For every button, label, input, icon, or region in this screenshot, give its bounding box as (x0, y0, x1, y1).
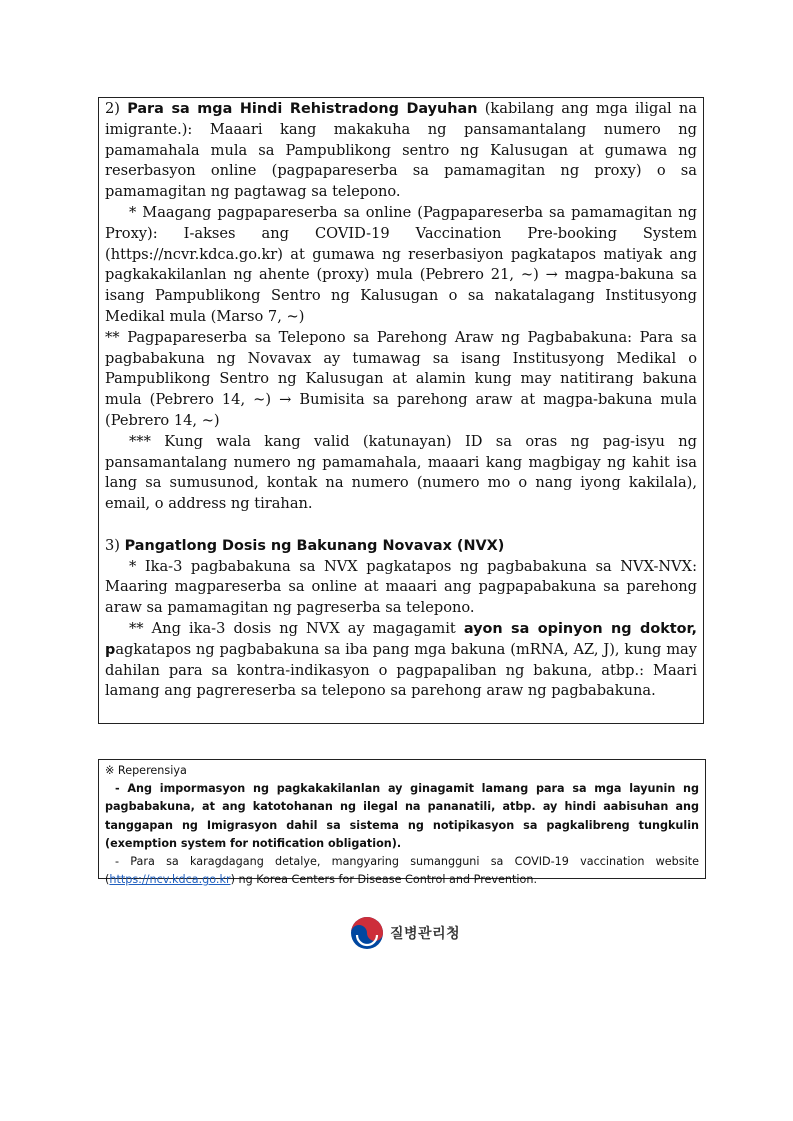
section-2-intro (105, 99, 697, 203)
reference-item-2-text: - Para sa karagdagang detalye, mangyaring sumangguni sa COVID-19 vaccination website ( (105, 855, 699, 887)
kdca-website-link[interactable]: https://ncv.kdca.go.kr (109, 873, 231, 887)
section-2-heading: Para sa mga Hindi Rehistradong Dayuhan (127, 101, 478, 117)
kdca-logo (350, 915, 470, 951)
section-2-note-2: ** Pagpapareserba sa Telepono sa Parehong Araw ng Pagbabakuna: Para sa pagbabakuna ng Novavax ay tumawag sa isang Institusyong Medikal o Pampublikong Sentro ng Kalusugan at alamin kung may natitirang bakuna mula (Pebrero 14, ~) → Bumisita sa parehong araw at magpa-bakuna mula (Pebrero 14, ~) (105, 328, 697, 429)
section-2-intro-text: (kabilang ang mga iligal na imigrante.): Maaari kang makakuha ng pansamantalang numero ng pamamahala mula sa Pampublikong sentro ng Kalusugan at gumawa ng reserbasyon online (pagpapareserba sa pamamagitan ng proxy) o sa pamamagitan ng pagtawag sa telepono. (105, 100, 698, 201)
reference-item-1-text: - Ang impormasyon ng pagkakakilanlan ay ginagamit lamang para sa mga layunin ng pagbabakuna, at ang katotohanan ng ilegal na pananatili, atbp. ay hindi aabisuhan ang tanggapan ng Imigrasyon dahil sa sistema ng notipikasyon sa pagkalibreng tungkulin (exemption system for notification obligation). (105, 782, 699, 850)
section-2-note-1: * Maagang pagpapareserba sa online (Pagpapareserba sa pamamagitan ng Proxy): I-akses ang COVID-19 Vaccination Pre-booking System (https://ncvr.kdca.go.kr) at gumawa ng reserbasiyon pagkatapos matiyak ang pagkakakilanlan ng ahente (proxy) mula (Pebrero 21, ~) → magpa-bakuna sa isang Pampublikong Sentro ng Kalusugan o sa nakatalagang Institusyong Medikal mula (Marso 7, ~) (105, 203, 697, 325)
main-content-box (98, 97, 704, 724)
kdca-logo-text: 질병관리청 (390, 926, 461, 942)
section-3-heading-line (105, 536, 697, 557)
taegeuk-emblem-icon (350, 916, 384, 950)
reference-item-1 (105, 780, 699, 853)
spacer (105, 515, 697, 536)
section-3-note-1: * Ika-3 pagbabakuna sa NVX pagkatapos ng pagbabakuna sa NVX-NVX: Maaring magpareserba sa online at maaari ang pagpapabakuna sa parehong araw sa pamamagitan ng pagreserba sa telepono. (105, 557, 697, 617)
section-3-number: 3) (105, 536, 125, 554)
section-3-note-2-rest: agkatapos ng pagbabakuna sa iba pang mga bakuna (mRNA, AZ, J), kung may dahilan para sa kontra-indikasyon o pagpapaliban ng bakuna, atbp.: Maari lamang ang pagrereserba sa telepono sa parehong araw ng pagbabakuna. (105, 640, 697, 700)
reference-item-2 (105, 853, 699, 889)
section-3-note-2-bold: ayon sa opinyon ng doktor, p (105, 620, 697, 658)
section-2-note-3: *** Kung wala kang valid (katunayan) ID sa oras ng pag-isyu ng pansamantalang numero ng pamamahala, maaari kang magbigay ng kahit isa lang sa sumusunod, kontak na numero (numero mo o nang iyong kakilala), email, o address ng tirahan. (105, 432, 697, 513)
section-2-number: 2) (105, 100, 128, 117)
section-3-note-2-text: ** Ang ika-3 dosis ng NVX ay magagamit (129, 619, 464, 637)
reference-title: ※ Reperensiya (105, 764, 187, 777)
reference-item-2-rest: ) ng Korea Centers for Disease Control and Prevention. (230, 873, 538, 887)
reference-box (98, 759, 706, 887)
section-3-heading: Pangatlong Dosis ng Bakunang Novavax (NVX) (124, 537, 505, 554)
section-3-note-2 (105, 619, 697, 702)
